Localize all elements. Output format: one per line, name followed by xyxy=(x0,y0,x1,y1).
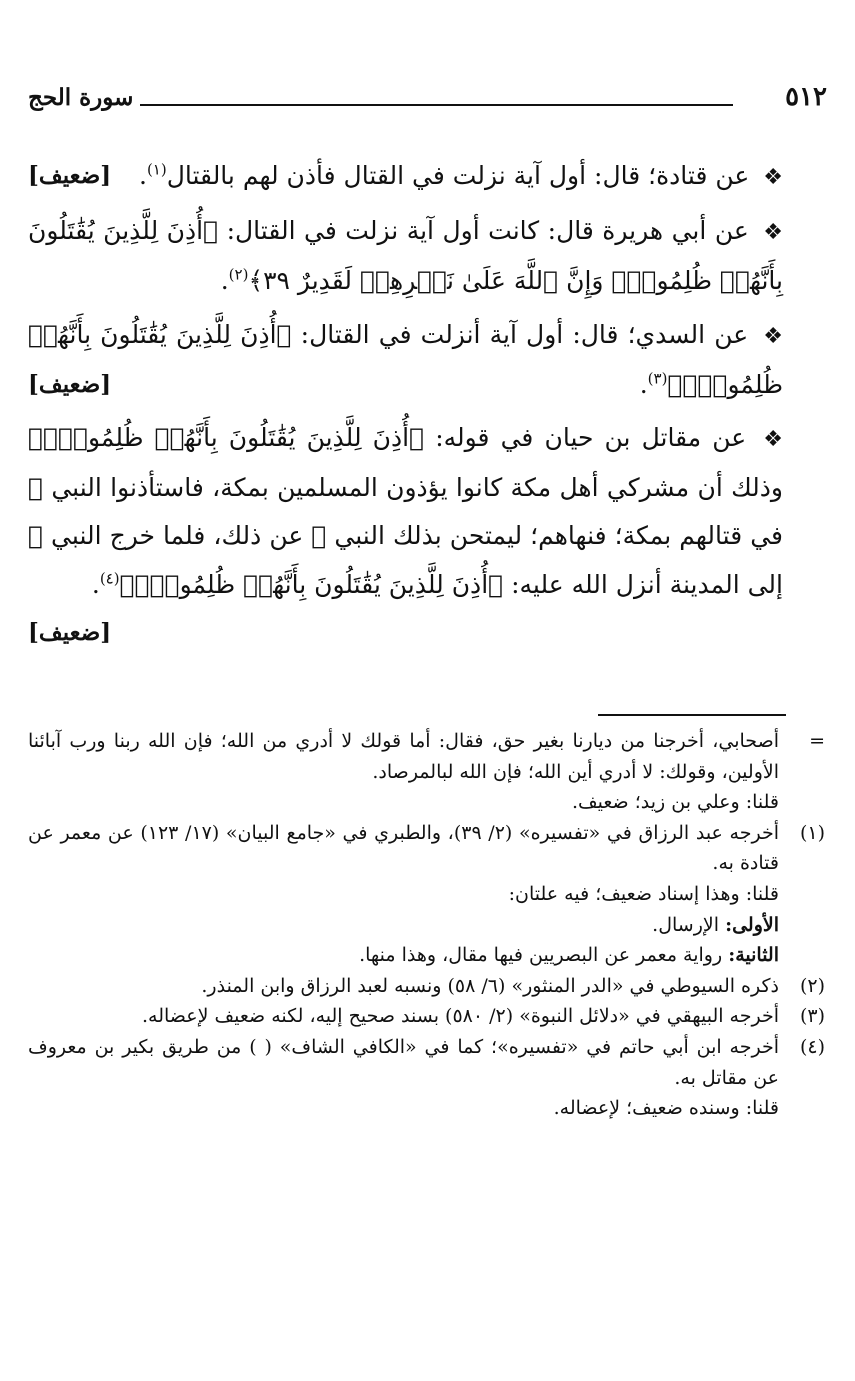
footnote-text: أخرجه ابن أبي حاتم في «تفسيره»؛ كما في «الكافي الشاف» ( ) من طريق بكير بن معروف عن مقاتل به. xyxy=(28,1035,779,1089)
footnote-2 xyxy=(28,971,825,1002)
footnotes xyxy=(28,726,825,1124)
footnote-note-text: قلنا: وهذا إسناد ضعيف؛ فيه علتان: xyxy=(508,882,779,905)
footnote-text: أخرجه عبد الرزاق في «تفسيره» (٢/ ٣٩)، والطبري في «جامع البيان» (١٧/ ١٢٣) عن معمر عن قتادة به. xyxy=(28,821,779,875)
footnote-text: أصحابي، أخرجنا من ديارنا بغير حق، فقال: أما قولك لا أدري من الله؛ فإن الله ربنا ورب آبائنا الأولين، وقولك: لا أدري أين الله؛ فإن الله لبالمرصاد. xyxy=(28,730,779,783)
footnote-number: (٣) xyxy=(799,1005,825,1028)
footnote-ref-1[interactable]: (١) xyxy=(146,160,167,179)
grade-label: [ضعيف] xyxy=(28,370,112,398)
footnote-3 xyxy=(28,1001,825,1032)
grade-label: [ضعيف] xyxy=(28,618,112,646)
footnote-number: (٤) xyxy=(799,1035,825,1058)
footnote-note-text: رواية معمر عن البصريين فيها مقال، وهذا منها. xyxy=(359,944,729,967)
surah-title: سورة الحج xyxy=(28,84,134,111)
quran-verse: ﴿أُذِنَ لِلَّذِينَ يُقَٰتَلُونَ بِأَنَّهُمۡ ظُلِمُواْۚ وَإِنَّ ٱللَّهَ عَلَىٰ نَصۡرِهِمۡ لَقَدِيرٌ ٣٩﴾ xyxy=(28,216,783,296)
narration-text: عن مقاتل بن حيان في قوله: xyxy=(435,423,747,453)
continuation-mark: = xyxy=(809,730,825,752)
page-number: ٥١٢ xyxy=(785,82,827,112)
footnote-4 xyxy=(28,1032,825,1093)
footnote-text: ذكره السيوطي في «الدر المنثور» (٦/ ٥٨) ونسبه لعبد الرزاق وابن المنذر. xyxy=(201,974,779,997)
footnote-note xyxy=(28,910,825,941)
bullet-icon: ❖ xyxy=(763,427,784,453)
quran-verse: ﴿أُذِنَ لِلَّذِينَ يُقَٰتَلُونَ بِأَنَّهُمۡ ظُلِمُواْۚ﴾ xyxy=(28,319,783,399)
narration-text: عن السدي؛ قال: أول آية أنزلت في القتال: xyxy=(300,319,749,349)
footnote-text: أخرجه البيهقي في «دلائل النبوة» (٢/ ٥٨٠) بسند صحيح إليه، لكنه ضعيف لإعضاله. xyxy=(141,1005,779,1028)
footnote-number: (١) xyxy=(799,821,825,844)
narration-text-continued: وذلك أن مشركي أهل مكة كانوا يؤذون المسلمين بمكة، فاستأذنوا النبي ﷺ في قتالهم بمكة؛ فنهاهم؛ ليمتحن بذلك النبي ﷺ عن ذلك، فلما خرج النبي ﷺ إلى المدينة أنزل الله عليه: xyxy=(28,473,783,599)
footnote-note xyxy=(28,879,825,910)
note-label: الأولى: xyxy=(725,913,779,936)
narration-qatada xyxy=(28,152,783,202)
footnote-number: (٢) xyxy=(799,974,825,997)
bullet-icon: ❖ xyxy=(763,323,784,349)
narration-text: عن أبي هريرة قال: كانت أول آية نزلت في القتال: xyxy=(226,216,749,246)
narration-end: . xyxy=(220,266,229,296)
bullet-icon: ❖ xyxy=(763,165,783,190)
footnote-ref-2[interactable]: (٢) xyxy=(228,266,249,285)
quran-verse: ﴿أُذِنَ لِلَّذِينَ يُقَٰتَلُونَ بِأَنَّهُمۡ ظُلِمُواْۚ﴾ xyxy=(28,423,425,453)
footnote-note-text: الإرسال. xyxy=(652,913,726,936)
footnote-continuation xyxy=(28,726,825,787)
footnote-note xyxy=(28,940,825,971)
narration-suddi xyxy=(28,311,783,409)
narration-text: عن قتادة؛ قال: أول آية نزلت في القتال فأذن لهم بالقتال xyxy=(166,161,750,190)
bullet-icon: ❖ xyxy=(763,220,783,246)
footnote-separator xyxy=(598,714,786,716)
narration-end: . xyxy=(639,369,648,399)
footnote-note xyxy=(28,1093,825,1124)
footnote-note: قلنا: وعلي بن زيد؛ ضعيف. xyxy=(571,791,779,814)
footnote-ref-4[interactable]: (٤) xyxy=(99,569,120,588)
main-text xyxy=(28,152,783,657)
narration-abu-hurayra xyxy=(28,207,783,305)
grade-label: [ضعيف] xyxy=(28,162,112,189)
narration-end: . xyxy=(138,161,147,190)
quran-verse-2: ﴿أُذِنَ لِلَّذِينَ يُقَٰتَلُونَ بِأَنَّهُمۡ ظُلِمُواْۚ﴾ xyxy=(119,569,504,599)
footnote-ref-3[interactable]: (٣) xyxy=(647,369,668,388)
narration-muqatil xyxy=(28,414,784,646)
note-label: الثانية: xyxy=(728,944,779,967)
footnote-note-text: قلنا: وسنده ضعيف؛ لإعضاله. xyxy=(553,1097,779,1120)
header-rule xyxy=(140,104,733,106)
footnote-1 xyxy=(28,818,825,879)
narration-end: . xyxy=(91,569,100,599)
